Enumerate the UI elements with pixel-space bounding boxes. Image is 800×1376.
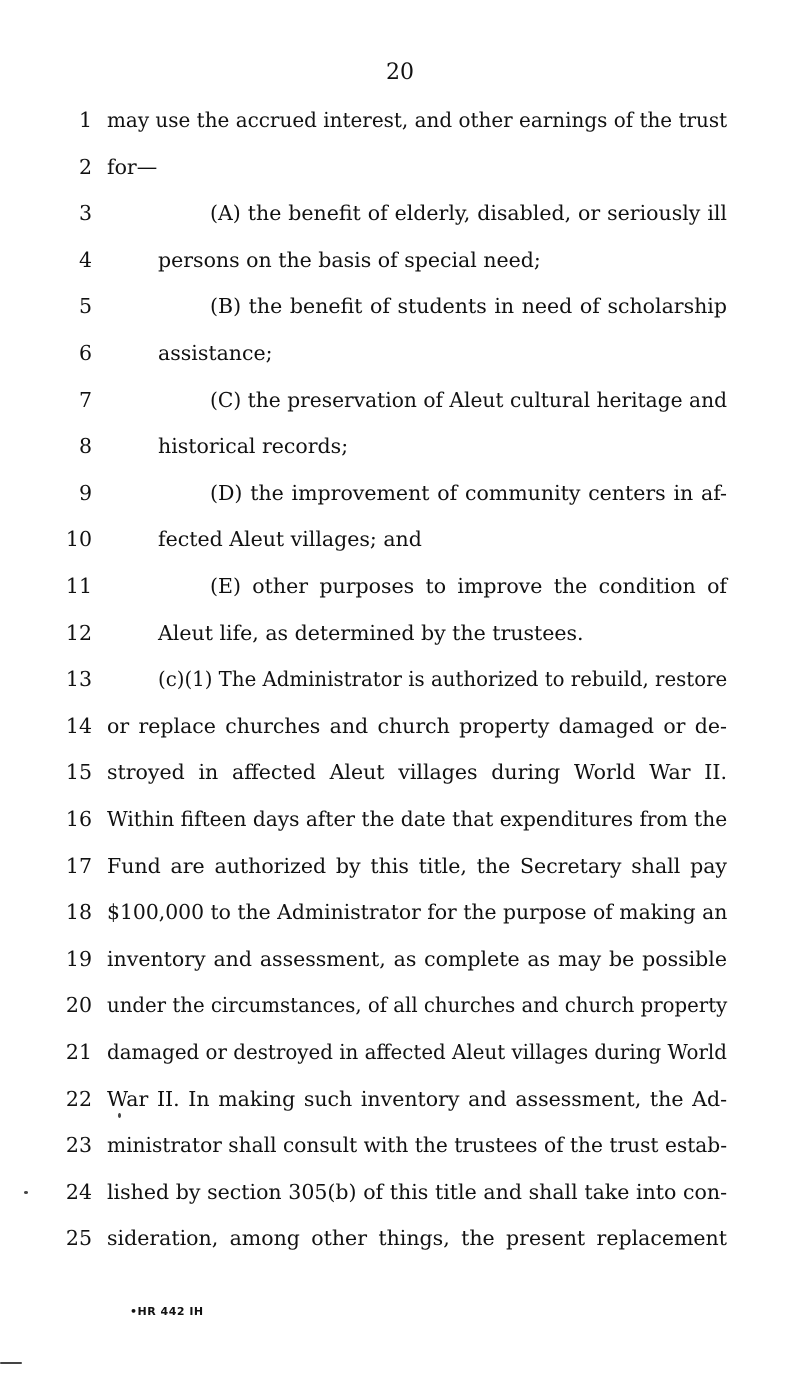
- line-text: may use the accrued interest, and other earnings of the trust: [107, 108, 728, 132]
- line-number: 20: [65, 993, 92, 1018]
- text-line: [0, 1177, 800, 1207]
- line-text: Aleut life, as determined by the trustees.: [158, 620, 584, 645]
- text-line: [0, 851, 800, 881]
- text-line: [0, 757, 800, 787]
- line-number: 1: [78, 108, 92, 132]
- line-text: (A) the benefit of elderly, disabled, or seriously ill: [210, 201, 727, 226]
- line-number: 11: [65, 574, 92, 598]
- line-number: 3: [78, 201, 92, 226]
- text-line: [0, 804, 800, 834]
- line-number: 8: [78, 434, 92, 459]
- line-number: 18: [65, 900, 92, 925]
- text-line: [0, 338, 800, 368]
- line-text: lished by section 305(b) of this title and shall take into con-: [107, 1179, 727, 1204]
- page-number: 20: [386, 60, 414, 85]
- line-text: historical records;: [158, 434, 349, 459]
- bill-footer: •HR 442 IH: [130, 1305, 204, 1318]
- text-line: [0, 1223, 800, 1253]
- text-line: [0, 152, 800, 182]
- text-line: [0, 245, 800, 275]
- text-line: [0, 524, 800, 554]
- line-number: 2: [78, 154, 92, 179]
- line-number: 13: [65, 667, 92, 692]
- line-number: 5: [78, 294, 92, 319]
- scan-speck: [24, 1191, 28, 1194]
- scan-speck: [118, 1113, 121, 1118]
- text-line: [0, 711, 800, 741]
- text-line: [0, 478, 800, 508]
- line-text: damaged or destroyed in affected Aleut villages during World: [107, 1040, 727, 1064]
- line-number: 9: [78, 480, 92, 505]
- line-number: 15: [65, 760, 92, 785]
- text-line: [0, 291, 800, 321]
- line-text: (c)(1) The Administrator is authorized to rebuild, restore: [158, 667, 728, 692]
- line-text: (B) the benefit of students in need of scholarship: [210, 294, 727, 319]
- line-text: for—: [107, 154, 158, 179]
- line-text: (D) the improvement of community centers in af-: [210, 480, 727, 505]
- scan-speck: [0, 1362, 22, 1364]
- line-number: 6: [78, 341, 92, 365]
- line-number: 23: [65, 1133, 92, 1158]
- line-number: 7: [78, 387, 92, 412]
- text-line: [0, 198, 800, 228]
- line-number: 10: [65, 527, 92, 552]
- text-line: [0, 571, 800, 601]
- line-number: 16: [65, 807, 92, 831]
- text-line: [0, 1130, 800, 1160]
- line-text: Within fifteen days after the date that expenditures from the: [107, 807, 728, 831]
- text-line: [0, 897, 800, 927]
- line-number: 19: [65, 946, 92, 971]
- line-text: under the circumstances, of all churches and church property: [107, 993, 728, 1018]
- line-text: or replace churches and church property damaged or de-: [107, 713, 727, 738]
- line-text: (E) other purposes to improve the condition of: [210, 574, 727, 598]
- line-text: stroyed in affected Aleut villages during World War II.: [107, 760, 727, 785]
- line-text: inventory and assessment, as complete as may be possible: [107, 946, 727, 971]
- line-number: 22: [65, 1086, 92, 1111]
- line-text: assistance;: [158, 341, 273, 365]
- text-line: [0, 944, 800, 974]
- line-text: (C) the preservation of Aleut cultural heritage and: [210, 387, 728, 412]
- text-line: [0, 618, 800, 648]
- text-line: [0, 990, 800, 1020]
- line-number: 17: [65, 853, 92, 878]
- text-line: [0, 664, 800, 694]
- text-line: [0, 431, 800, 461]
- line-text: Fund are authorized by this title, the Secretary shall pay: [107, 853, 727, 878]
- line-number: 25: [65, 1226, 92, 1251]
- line-text: sideration, among other things, the present replacement: [107, 1226, 727, 1251]
- line-number: 12: [65, 620, 92, 645]
- line-text: fected Aleut villages; and: [158, 527, 422, 552]
- line-text: War II. In making such inventory and assessment, the Ad-: [107, 1086, 727, 1111]
- line-text: $100,000 to the Administrator for the purpose of making an: [107, 900, 728, 925]
- text-line: [0, 1037, 800, 1067]
- text-line: [0, 385, 800, 415]
- line-text: ministrator shall consult with the trustees of the trust estab-: [107, 1133, 728, 1158]
- line-number: 21: [65, 1040, 92, 1064]
- text-line: [0, 105, 800, 135]
- text-line: [0, 1084, 800, 1114]
- line-text: persons on the basis of special need;: [158, 247, 541, 272]
- line-number: 14: [65, 713, 92, 738]
- line-number: 4: [78, 247, 92, 272]
- line-number: 24: [65, 1179, 92, 1204]
